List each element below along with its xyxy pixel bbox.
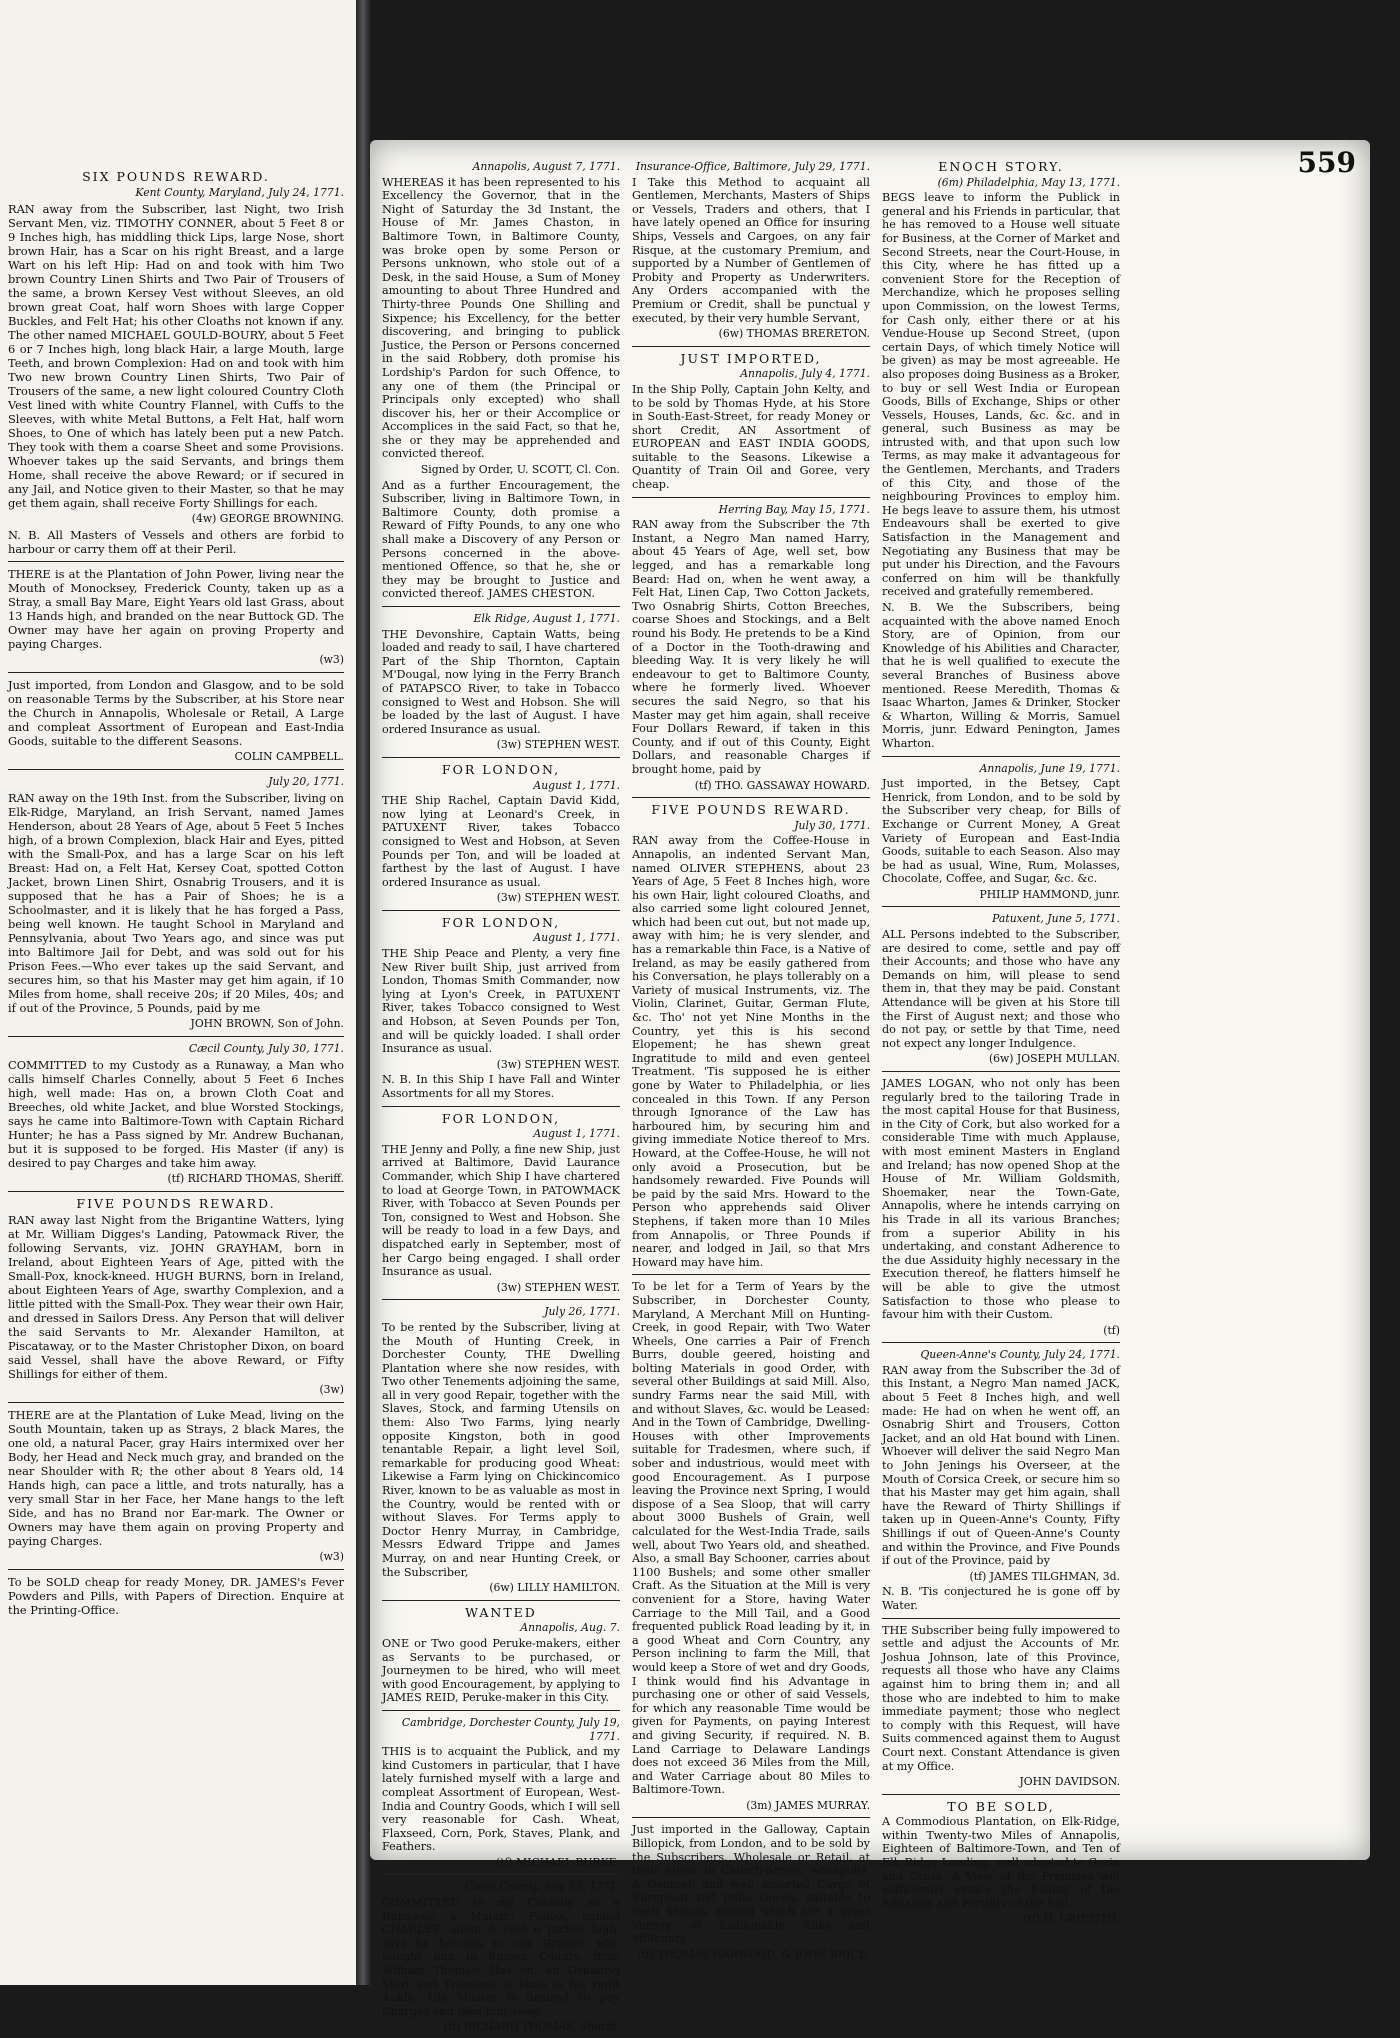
column-rule: [382, 1299, 620, 1300]
advertisement: [632, 1280, 870, 1812]
advertisement: [8, 1575, 344, 1617]
ad-body: JAMES LOGAN, who not only has been regularly bred to the tailoring Trade in the most capital House for that Business, in the City of Cork, but also worked for a considerable Time with much Applause, with most eminent Masters in England and Ireland; has now opened Shop at the House of Mr. William Goldsmith, Shoemaker, near the Town-Gate, Annapolis, where he intends carrying on his Trade in all its various Branches; from a superior Ability in his undertaking, and constant Adherence to the due Assiduity highly necessary in the Execution thereof, he flatters himself he will be able to give the utmost Satisfaction to those who please to favour him with their Custom.: [882, 1077, 1120, 1322]
advertisement: [382, 612, 620, 752]
ad-headline: FIVE POUNDS REWARD.: [76, 1196, 276, 1211]
ad-signature: (3w): [319, 1383, 344, 1396]
column-rule: [882, 756, 1120, 757]
ad-headline: SIX POUNDS REWARD.: [82, 169, 270, 184]
ad-signature: PHILIP HAMMOND, junr.: [979, 887, 1120, 901]
book-gutter: [356, 0, 370, 1985]
ad-body: In the Ship Polly, Captain John Kelty, and to be sold by Thomas Hyde, at his Store in South-East-Street, for ready Money or short Credit, AN Assortment of EUROPEAN and EAST INDIA GOODS, suitable to the Seasons. Likewise a Quantity of Train Oil and Goree, very cheap.: [632, 382, 870, 492]
advertisement: [8, 775, 344, 1031]
ad-dateline: Annapolis, July 4, 1771.: [740, 367, 870, 381]
ad-dateline: (6m) Philadelphia, May 13, 1771.: [937, 175, 1120, 189]
ad-signature: JOHN DAVIDSON.: [1019, 1775, 1120, 1789]
ad-signature: (3m) JAMES MURRAY.: [746, 1798, 870, 1812]
ad-body: A Commodious Plantation, on Elk-Ridge, within Twenty-two Miles of Annapolis, Eighteen of Baltimore-Town, and Ten of Elk Ridge Landing, well adapted to Grain and Grass. A View of the Premises will sufficiently evince the Beauty of the Situation and Fertility of the Soil.: [882, 1815, 1120, 1910]
ad-signature: (tf) RICHARD THOMAS, Sheriff.: [167, 1172, 344, 1185]
left-page-column: [8, 170, 344, 1621]
column-rule: [882, 906, 1120, 907]
ad-note: And as a further Encouragement, the Subscriber, living in Baltimore Town, in Baltimore County, doth promise a Reward of Fifty Pounds, to any one who shall make a Discovery of any Person or Persons concerned in the above-mentioned Offence, so that he, she or they may be brought to Justice and convicted thereof. JAMES CHESTON.: [382, 478, 620, 601]
advertisement: [632, 803, 870, 1269]
ad-dateline: Elk Ridge, August 1, 1771.: [473, 612, 620, 625]
column-rule: [382, 1710, 620, 1711]
advertisement: [882, 1800, 1120, 1926]
ad-signature: (tf) RICHARD THOMAS, Sheriff.: [443, 2020, 620, 2034]
ad-note: N. B. We the Subscribers, being acquainted with the above named Enoch Story, are of Opinion, from our Knowledge of his Abilities and Character, that he is well qualified to execute the several Branches of Business above mentioned. Reese Meredith, Thomas & Isaac Wharton, James & Drinker, Stocker & Wharton, Willing & Morris, Samuel Morris, junr. Edward Penington, James Wharton.: [882, 601, 1120, 750]
advertisement: [382, 916, 620, 1101]
ad-signature: (tf) JAMES TILGHMAN, 3d.: [969, 1569, 1120, 1583]
ad-body: THERE is at the Plantation of John Power, living near the Mouth of Monocksey, Frederick County, taken up as a Stray, a small Bay Mare, Eight Years old last Grass, about 13 Hands high, and branded on the near Buttock GD. The Owner may have her again on proving Property and paying Charges.: [8, 567, 344, 651]
ad-signature: (tf): [1103, 1323, 1120, 1337]
ad-body: COMMITTED to my Custody as a Runaway, a Mulatto Fellow, named CHARLES, about 5 Feet 6 Inches high, says he belongs to one Grimes, who bought him in Sussex County, from William Thomas: Has on, an Osnabrig Shirt and Trousers, is lame in his right Ankle. His Master is desired to pay Charges and take him away.: [382, 1896, 620, 2018]
column-rule: [8, 1191, 344, 1192]
ad-dateline: August 1, 1771.: [533, 778, 620, 792]
column-rule: [882, 1071, 1120, 1072]
column-2: [632, 160, 870, 1965]
ad-dateline: Herring Bay, May 15, 1771.: [718, 502, 870, 516]
ad-body: THE Jenny and Polly, a fine new Ship, just arrived at Baltimore, David Laurance Commander, which Ship I have chartered to load at George Town, in PATOWMACK River, with Tobacco at Seven Pounds per Ton, consigned to West and Hobson. She will be ready to load in a few Days, and dispatched early in September, most of her Cargo being engaged. I shall order Insurance as usual.: [382, 1142, 620, 1279]
advertisement: [382, 160, 620, 601]
ad-body: RAN away from the Subscriber the 7th Instant, a Negro Man named Harry, about 45 Years of Age, well set, bow legged, and has a remarkable long Beard: Had on, when he went away, a Felt Hat, Linen Cap, Two Cotton Jackets, Two Osnabrig Shirts, Cotton Breeches, coarse Shoes and Stockings, and a Belt round his Body. He pretends to be a Kind of a Doctor in the Tooth-drawing and bleeding Way. It is very likely he will endeavour to get to Baltimore County, where he formerly lived. Whoever secures the said Negro, so that his Master may get him again, shall receive Four Dollars Reward, if taken in this County, and if out of this County, Eight Dollars, and reasonable Charges if brought home, paid by: [632, 518, 870, 776]
ad-dateline: July 26, 1771.: [544, 1305, 620, 1319]
ad-headline: FOR LONDON,: [441, 914, 561, 930]
advertisement: [882, 762, 1120, 902]
column-rule: [8, 769, 344, 770]
ad-signature: (6w) THOMAS BRERETON.: [718, 327, 870, 341]
ad-body: RAN away from the Coffee-House in Annapolis, an indented Servant Man, named OLIVER STEPHENS, about 23 Years of Age, 5 Feet 8 Inches high, wore his own Hair, light coloured Cloaths, and also carried some light coloured Jennet, which had been cut out, but not made up, away with him; he is very slender, and has a remarkable thin Face, is a Native of Ireland, as may be easily gathered from his Conversation, he plays tollerably on a Variety of musical Instruments, viz. The Violin, Clarinet, Guitar, German Flute, &c. Tho' not yet Nine Months in the Country, yet this is his second Elopement; he has shewn great Ingratitude to mild and even genteel Treatment. 'Tis supposed he is either gone by Water to Philadelphia, or lies concealed in this Town. If any Person through Ignorance of the Law has harboured him, by securing him and giving immediate Notice thereof to Mrs. Howard, at the Coffee-House, he will not only avoid a Prosecution, but be handsomely rewarded. Five Pounds will be paid by the said Mrs. Howard to the Person who apprehends said Oliver Stephens, if taken more than 10 Miles from Annapolis, or Three Pounds if nearer, and lodged in Jail, so that Mrs Howard may have him.: [632, 834, 870, 1269]
ad-body: BEGS leave to inform the Publick in general and his Friends in particular, that he has removed to a House well situate for Business, at the Corner of Market and Second Streets, near the Court-House, in this City, where he has fitted up a convenient Store for the Reception of Merchandize, which he proposes selling upon Commission, on the lowest Terms, for Cash only, either there or at his Vendue-House up Second Street, (upon certain Days, of which timely Notice will be given) as may be most agreeable. He also proposes doing Business as a Broker, to buy or sell West India or European Goods, Bills of Exchange, Ships or other Vessels, Houses, Lands, &c. &c. and in general, such Business as may be intrusted with, and that upon such low Terms, as may make it advantageous for the Gentlemen, Merchants, and Traders of this City, and those of the neighbouring Provinces to employ him. He begs leave to assure them, his utmost Endeavours shall be exerted to give Satisfaction in the Management and Negotiating any Business that may be put under his Direction, and the Favours conferred on him will be thankfully received and gratefully remembered.: [882, 191, 1120, 599]
ad-signature: Signed by Order, U. SCOTT, Cl. Con.: [420, 463, 620, 477]
advertisement: [632, 352, 870, 492]
ad-headline: WANTED: [465, 1604, 537, 1620]
advertisement: [882, 1348, 1120, 1612]
ad-signature: (3w) STEPHEN WEST.: [496, 891, 620, 905]
ad-body: RAN away from the Subscriber the 3d of this Instant, a Negro Man named JACK, about 5 Feet 8 Inches high, and well made: He had on when he went off, an Osnabrig Shirt and Trousers, Cotton Jacket, and an old Hat bound with Linen. Whoever will deliver the said Negro Man to John Jenings his Overseer, at the Mouth of Corsica Creek, or secure him so that his Master may get him again, shall have the Reward of Thirty Shillings if taken up in Queen-Anne's County, Fifty Shillings if out of Queen-Anne's County and within the Province, and Five Pounds if out of the Province, paid by: [882, 1363, 1120, 1568]
ad-body: I Take this Method to acquaint all Gentlemen, Merchants, Masters of Ships or Vessels, Traders and others, that I have lately opened an Office for insuring Ships, Vessels and Cargoes, on any fair Risque, at the customary Premium, and supported by a Number of Gentlemen of Probity and Property as Underwriters. Any Orders accompanied with the Premium or Credit, shall be punctual y executed, by their very humble Servant,: [632, 175, 870, 325]
ad-signature: (3w) STEPHEN WEST.: [496, 1057, 620, 1071]
ad-dateline: Annapolis, June 19, 1771.: [979, 761, 1120, 775]
ad-headline: JUST IMPORTED,: [680, 350, 822, 366]
column-rule: [632, 797, 870, 798]
ad-body: THIS is to acquaint the Publick, and my kind Customers in particular, that I have lately furnished myself with a large and compleat Assortment of European, West-India and Country Goods, which I will sell very reasonable for Cash. Wheat, Flaxseed, Corn, Pork, Staves, Plank, and Feathers.: [382, 1745, 620, 1854]
advertisement: [8, 170, 344, 556]
ad-body: THE Devonshire, Captain Watts, being loaded and ready to sail, I have chartered Part of the Ship Thornton, Captain M'Dougal, now lying in the Ferry Branch of PATAPSCO River, to take in Tobacco consigned to West and Hobson. She will be loaded by the last of August. I have ordered Insurance as usual.: [382, 627, 620, 736]
ad-dateline: Annapolis, August 7, 1771.: [472, 160, 620, 173]
ad-body: To be rented by the Subscriber, living at the Mouth of Hunting Creek, in Dorchester County, THE Dwelling Plantation where she now resides, with Two other Tenements adjoining the same, all in very good Repair, together with the Slaves, Stock, and farming Utensils on them: Also Two Farms, lying nearly opposite Kingston, both in good tenantable Repair, a light level Soil, remarkable for producing good Wheat: Likewise a Farm lying on Chickincomico River, known to be as valuable as most in the Country, would be rented with or without Slaves. For Terms apply to Doctor Henry Murray, in Cambridge, Messrs Edward Trippe and James Murray, on and near Hunting Creek, or the Subscriber,: [382, 1320, 620, 1579]
ad-signature: (w3): [319, 1550, 344, 1563]
ad-dateline: Queen-Anne's County, July 24, 1771.: [920, 1348, 1120, 1362]
advertisement: [8, 1042, 344, 1186]
ad-signature: (6w) JOSEPH MULLAN.: [988, 1052, 1120, 1066]
advertisement: [882, 1624, 1120, 1789]
ad-signature: (3w) STEPHEN WEST.: [496, 738, 620, 752]
ad-headline: TO BE SOLD,: [947, 1798, 1055, 1814]
ad-dateline: Insurance-Office, Baltimore, July 29, 1771.: [635, 160, 870, 173]
advertisement: [382, 763, 620, 905]
ad-note: N. B. 'Tis conjectured he is gone off by Water.: [882, 1585, 1120, 1612]
column-1: [382, 160, 620, 2038]
ad-note: N. B. In this Ship I have Fall and Winter Assortments for all my Stores.: [382, 1073, 620, 1100]
ad-body: ALL Persons indebted to the Subscriber, are desired to come, settle and pay off their Accounts; and those who have any Demands on him, will please to send them in, that they may be paid. Constant Attendance will be given at his Store till the First of August next; and those who do not pay, or settle by that Time, need not expect any longer Indulgence.: [882, 928, 1120, 1050]
advertisement: [382, 1716, 620, 1870]
advertisement: [382, 1880, 620, 2034]
advertisement: [382, 1305, 620, 1594]
advertisement: [882, 912, 1120, 1066]
advertisement: [882, 1077, 1120, 1337]
column-rule: [382, 606, 620, 607]
right-page: [370, 140, 1370, 2034]
ad-body: Just imported, in the Betsey, Capt Henrick, from London, and to be sold by the Subscriber very cheap, for Bills of Exchange or Current Money, A Great Variety of European and East-India Goods, suitable to each Season. Also may be had as usual, Wine, Rum, Molasses, Chocolate, Coffee, and Sugar, &c. &c.: [882, 777, 1120, 886]
ad-headline: FOR LONDON,: [441, 1110, 561, 1126]
ad-body: To be SOLD cheap for ready Money, DR. JAMES's Fever Powders and Pills, with Papers of Direction. Enquire at the Printing-Office.: [8, 1575, 344, 1617]
column-rule: [8, 1402, 344, 1403]
advertisement: [8, 1408, 344, 1564]
page-number: 559: [1297, 146, 1356, 179]
ad-signature: (6w) LILLY HAMILTON.: [489, 1581, 620, 1595]
ad-headline: FIVE POUNDS REWARD.: [651, 802, 851, 818]
column-rule: [882, 1618, 1120, 1619]
column-rule: [8, 561, 344, 562]
ad-dateline: Patuxent, June 5, 1771.: [992, 912, 1120, 926]
column-rule: [632, 1274, 870, 1275]
ad-dateline: July 30, 1771.: [794, 818, 870, 832]
ad-body: RAN away last Night from the Brigantine Watters, lying at Mr. William Digges's Landing, Patowmack River, the following Servants, viz. JOHN GRAYHAM, born in Ireland, about Eighteen Years of Age, pitted with the Small-Pox, knock-kneed. HUGH BURNS, born in Ireland, about Eighteen Years of Age, swarthy Complexion, and a little pitted with the Small-Pox. They wear their own Hair, and dressed in Sailors Dress. Any Person that will deliver the said Servants to Mr. Alexander Hamilton, at Piscataway, or to the Master Christopher Dixon, on board said Vessel, shall have the above Reward, or Fifty Shillings for either of them.: [8, 1213, 344, 1381]
column-rule: [632, 497, 870, 498]
ad-dateline: August 1, 1771.: [533, 1127, 620, 1141]
ad-note: N. B. All Masters of Vessels and others are forbid to harbour or carry them off at their Peril.: [8, 528, 344, 556]
advertisement: [8, 567, 344, 667]
advertisement: [382, 1606, 620, 1705]
ad-signature: (4w) GEORGE BROWNING.: [191, 512, 344, 525]
ad-signature: (tf) MICHAEL BURKE.: [495, 1855, 620, 1869]
ad-body: Just imported, from London and Glasgow, and to be sold on reasonable Terms by the Subscriber, at his Store near the Church in Annapolis, Wholesale or Retail, A Large and compleat Assortment of European and East-India Goods, suitable to the different Seasons.: [8, 678, 344, 748]
ad-signature: COLIN CAMPBELL.: [234, 750, 344, 763]
column-rule: [882, 1342, 1120, 1343]
ad-body: Just imported in the Galloway, Captain Billopick, from London, and to be sold by the Subscribers, Wholesale or Retail, at their Store, in Church-Street, Annapolis, A Genteel, and well assorted Cargo of European and India Goods, suitable to each Season, among which are a great Variety of fashionable Silks and Millenary.: [632, 1823, 870, 1946]
left-page: [0, 0, 362, 1985]
advertisement: [632, 1823, 870, 1961]
ad-dateline: Kent County, Maryland, July 24, 1771.: [135, 186, 344, 199]
advertisement: [632, 503, 870, 792]
ad-body: COMMITTED to my Custody as a Runaway, a Man who calls himself Charles Connelly, about 5 Feet 6 Inches high, well made: Has on, a brown Cloth Coat and Breeches, old white Jacket, and blue Worsted Stockings, says he came into Baltimore-Town with Captain Richard Hunter; he has a Pass signed by Mr. Andrew Buchanan, but it is supposed to be forged. His Master (if any) is desired to pay Charges and take him away.: [8, 1058, 344, 1170]
ad-headline: ENOCH STORY.: [938, 159, 1064, 174]
ad-signature: (3w) STEPHEN WEST.: [496, 1280, 620, 1294]
ad-dateline: August 1, 1771.: [533, 931, 620, 945]
ad-body: THE Subscriber being fully impowered to settle and adjust the Accounts of Mr. Joshua Johnson, late of this Province, requests all those who have any Claims against him to bring them in; and all those who are indebted to him to make immediate payment; those who neglect to comply with this Request, will have Suits commenced against them to August Court next. Constant Attendance is given at my Office.: [882, 1623, 1120, 1773]
column-rule: [382, 910, 620, 911]
column-rule: [382, 1600, 620, 1601]
ad-dateline: Cæcil County, July 25, 1771.: [464, 1880, 620, 1894]
advertisement: [882, 160, 1120, 751]
ad-headline: FOR LONDON,: [441, 761, 561, 777]
column-rule: [882, 1794, 1120, 1795]
ad-signature: (w3): [319, 653, 344, 666]
advertisement: [8, 678, 344, 764]
ad-signature: (tf) THOMAS HARWOOD, & JOHN BRICE.: [637, 1947, 870, 1961]
ad-signature: (tf) H. GRIFFITH.: [1023, 1912, 1120, 1926]
advertisement: [632, 160, 870, 341]
ad-body: THE Ship Peace and Plenty, a very fine New River built Ship, just arrived from London, Thomas Smith Commander, now lying at Lyon's Creek, in PATUXENT River, takes Tobacco consigned to West and Hobson, at Seven Pounds per Ton, and will be quickly loaded. I shall order Insurance as usual.: [382, 947, 620, 1056]
advertisement: [8, 1197, 344, 1397]
ad-body: WHEREAS it has been represented to his Excellency the Governor, that in the Night of Saturday the 3d Instant, the House of Mr. James Chaston, in Baltimore Town, in Baltimore County, was broke open by some Person or Persons unknown, who stole out of a Desk, in the said House, a Sum of Money amounting to about Three Hundred and Thirty-three Pounds One Shilling and Sixpence; his Excellency, for the better discovering, and bringing to publick Justice, the Person or Persons concerned in the said Robbery, doth promise his Lordship's Pardon for such Offence, to any one of them (the Principal or Principals only excepted) who shall discover his, her or their Accomplice or Accomplices in the said Fact, so that he, she or they may be apprehended and convicted thereof.: [382, 175, 620, 461]
ad-dateline: July 20, 1771.: [268, 775, 344, 788]
advertisement: [382, 1112, 620, 1295]
column-rule: [382, 1106, 620, 1107]
column-rule: [8, 1036, 344, 1037]
column-rule: [632, 346, 870, 347]
ad-body: RAN away on the 19th Inst. from the Subscriber, living on Elk-Ridge, Maryland, an Irish Servant, named James Henderson, about 28 Years of Age, about 5 Feet 5 Inches high, of a brown Complexion, black Hair and Eyes, pitted with the Small-Pox, and has a large Scar on his left Breast: Had on, a Felt Hat, Kersey Coat, spotted Cotton Jacket, brown Linen Shirt, Osnabrig Trousers, and it is supposed that he has a Pair of Shoes; he is a Schoolmaster, and it is likely that he has forged a Pass, being well known. He taught School in Maryland and Pennsylvania, about Two Years ago, and since was put into Baltimore Jail for Debt, and was sold out for his Prison Fees.—Who ever takes up the said Servant, and secures him, so that his Master may get him again, if 10 Miles from home, shall receive 20s; if 20 Miles, 40s; and if out of the Province, 5 Pounds, paid by me: [8, 791, 344, 1015]
ad-dateline: Cambridge, Dorchester County, July 19, 1771.: [401, 1715, 620, 1743]
ad-signature: (tf) THO. GASSAWAY HOWARD.: [694, 778, 870, 792]
column-rule: [632, 1817, 870, 1818]
column-rule: [8, 1569, 344, 1570]
ad-body: THE Ship Rachel, Captain David Kidd, now lying at Leonard's Creek, in PATUXENT River, takes Tobacco consigned to West and Hobson, at Seven Pounds per Ton, and will be loaded at farthest by the last of August. I have ordered Insurance as usual.: [382, 794, 620, 889]
ad-body: ONE or Two good Peruke-makers, either as Servants to be purchased, or Journeymen to be hired, who will meet with good Encouragement, by applying to JAMES REID, Peruke-maker in this City.: [382, 1636, 620, 1705]
ad-dateline: Cæcil County, July 30, 1771.: [188, 1042, 344, 1055]
ad-body: RAN away from the Subscriber, last Night, two Irish Servant Men, viz. TIMOTHY CONNER, about 5 Feet 8 or 9 Inches high, has middling thick Lips, large Nose, short brown Hair, has a Scar on his right Breast, and a large Wart on his left Hip: Had on and took with him Two brown Country Linen Shirts and Two Pair of Trousers of the same, a brown Kersey Vest without Sleeves, an old brown great Coat, half worn Shoes with large Copper Buckles, and Felt Hat; his other Cloaths not known if any. The other named MICHAEL GOULD-BOURY, about 5 Feet 6 or 7 Inches high, long black Hair, a large Mouth, large Teeth, and brown Complexion: Had on and took with him Two new brown Country Linen Shirts, Two Pair of Trousers of the same, a new light coloured Country Cloth Vest lined with white Country Flannel, with Cuffs to the Sleeves, with white Metal Buttons, a Felt Hat, half worn Shoes, to One of which has lately been put a new Patch. They took with them a coarse Sheet and some Provisions. Whoever takes up the said Servants, and brings them Home, shall receive the above Reward; or if secured in any Jail, and Notice given to their Master, so that he may get them again, shall receive Forty Shillings for each.: [8, 202, 344, 510]
column-rule: [8, 672, 344, 673]
ad-dateline: Annapolis, Aug. 7.: [520, 1621, 620, 1635]
ad-signature: JOHN BROWN, Son of John.: [190, 1017, 344, 1030]
column-rule: [382, 1874, 620, 1875]
column-3: [882, 160, 1120, 1930]
column-rule: [382, 757, 620, 758]
ad-body: THERE are at the Plantation of Luke Mead, living on the South Mountain, taken up as Strays, 2 black Mares, the one old, a natural Pacer, gray Hairs intermixed over her Body, her Head and Neck much gray, and branded on the near Shoulder with R; the other about 8 Years old, 14 Hands high, can pace a little, and trots naturally, has a very small Star in her Face, her Mane hangs to the left Side, and has no Brand nor Ear-mark. The Owner or Owners may have them again on proving Property and paying Charges.: [8, 1408, 344, 1548]
ad-body: To be let for a Term of Years by the Subscriber, in Dorchester County, Maryland, A Merchant Mill on Hunting-Creek, in good Repair, with Two Water Wheels, One carries a Pair of French Burrs, double geered, hoisting and bolting Materials in good Order, with several other Buildings at said Mill. Also, sundry Farms near the said Mill, with and without Slaves, &c. would be Leased: And in the Town of Cambridge, Dwelling-Houses with other Improvements suitable for Tradesmen, where such, if sober and industrious, would meet with good Encouragement. As I purpose leaving the Province next Spring, I would dispose of a Sea Sloop, that will carry about 3000 Bushels of Grain, well calculated for the West-India Trade, sails well, about Two Years old, and sheathed. Also, a small Bay Schooner, carries about 1100 Bushels; and some other smaller Craft. As the Situation at the Mill is very convenient for a Store, having Water Carriage to the Mill Tail, and a Good frequented publick Road leading by it, in a good Wheat and Corn Country, any Person inclining to farm the Mill, that would keep a Store of wet and dry Goods, I think would find his Advantage in purchasing one or other of said Vessels, for which any reasonable Time would be given for Payments, on paying Interest and giving Security, if required. N. B. Land Carriage to Delaware Landings does not exceed 36 Miles from the Mill, and Water Carriage about 80 Miles to Baltimore-Town.: [632, 1280, 870, 1797]
